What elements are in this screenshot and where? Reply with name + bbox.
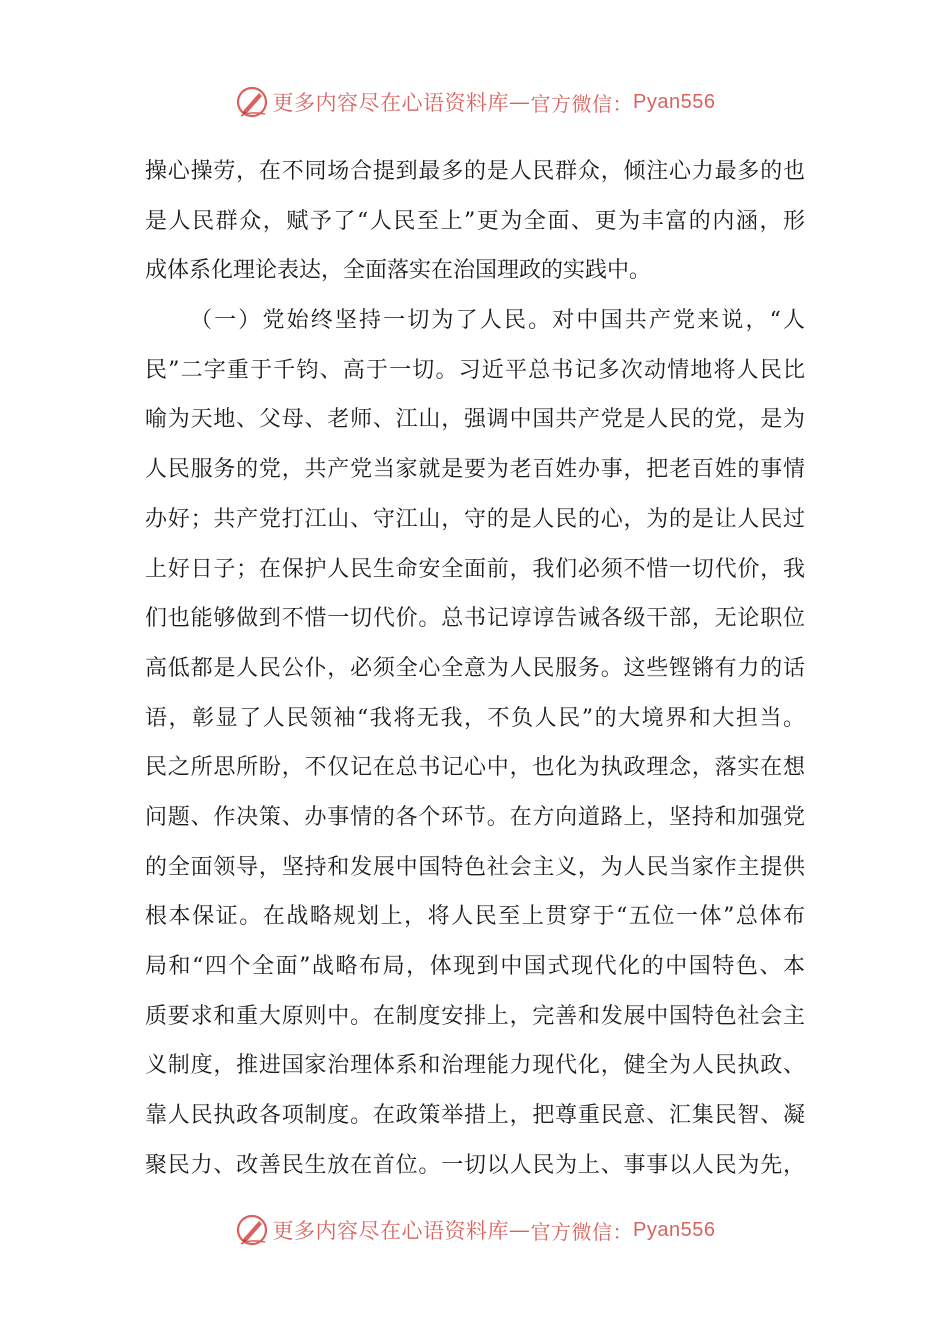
body-line: 的全面领导，坚持和发展中国特色社会主义，为人民当家作主提供 [145,854,805,880]
body-line: 民之所思所盼，不仅记在总书记心中，也化为执政理念，落实在想 [145,755,805,781]
body-line: 根本保证。在战略规划上，将人民至上贯穿于“五位一体”总体布 [145,904,805,930]
header-dash: — [509,90,531,114]
footer-dash: — [509,1218,531,1242]
footer-wechat-id: Pyan556 [633,1218,716,1241]
header-wechat-id: Pyan556 [633,90,716,113]
body-line: 语，彰显了人民领袖“我将无我，不负人民”的大境界和大担当。 [145,705,805,731]
footer-wechat-label: 官方微信： [530,1219,634,1244]
body-line: 质要求和重大原则中。在制度安排上，完善和发展中国特色社会主 [145,1003,805,1029]
body-line: 人民服务的党，共产党当家就是要为老百姓办事，把老百姓的事情 [145,457,805,483]
body-line: 办好；共产党打江山、守江山，守的是人民的心，为的是让人民过 [145,506,805,532]
body-line: 局和“四个全面”战略布局，体现到中国式现代化的中国特色、本 [145,954,805,979]
body-line: 问题、作决策、办事情的各个环节。在方向道路上，坚持和加强党 [145,804,805,830]
body-line: 喻为天地、父母、老师、江山，强调中国共产党是人民的党，是为 [145,407,805,433]
footer-library-text: 更多内容尽在心语资料库 [272,1219,510,1243]
document-body [145,147,805,1190]
body-line: 是人民群众，赋予了“人民至上”更为全面、更为丰富的内涵，形 [145,208,805,234]
body-line: 上好日子；在保护人民生命安全面前，我们必须不惜一切代价，我 [145,556,805,582]
body-line: 聚民力、改善民生放在首位。一切以人民为上、事事以人民为先， [145,1152,805,1178]
body-line: 们也能够做到不惜一切代价。总书记谆谆告诫各级干部，无论职位 [145,606,805,632]
body-line: （一）党始终坚持一切为了人民。对中国共产党来说，“人 [190,308,805,334]
body-line: 高低都是人民公仆，必须全心全意为人民服务。这些铿锵有力的话 [145,655,805,681]
pen-logo-icon [235,1213,269,1247]
body-line: 民”二字重于千钧、高于一切。习近平总书记多次动情地将人民比 [145,357,805,383]
header-library-text: 更多内容尽在心语资料库 [272,91,510,115]
footer-banner [0,1212,950,1248]
header-wechat-label: 官方微信： [530,91,634,116]
body-line: 成体系化理论表达，全面落实在治国理政的实践中。 [145,258,652,284]
body-line: 操心操劳，在不同场合提到最多的是人民群众，倾注心力最多的也 [145,159,805,184]
pen-logo-icon [235,85,269,119]
header-banner [0,84,950,120]
body-line: 义制度，推进国家治理体系和治理能力现代化，健全为人民执政、 [145,1053,805,1079]
body-line: 靠人民执政各项制度。在政策举措上，把尊重民意、汇集民智、凝 [145,1103,805,1129]
